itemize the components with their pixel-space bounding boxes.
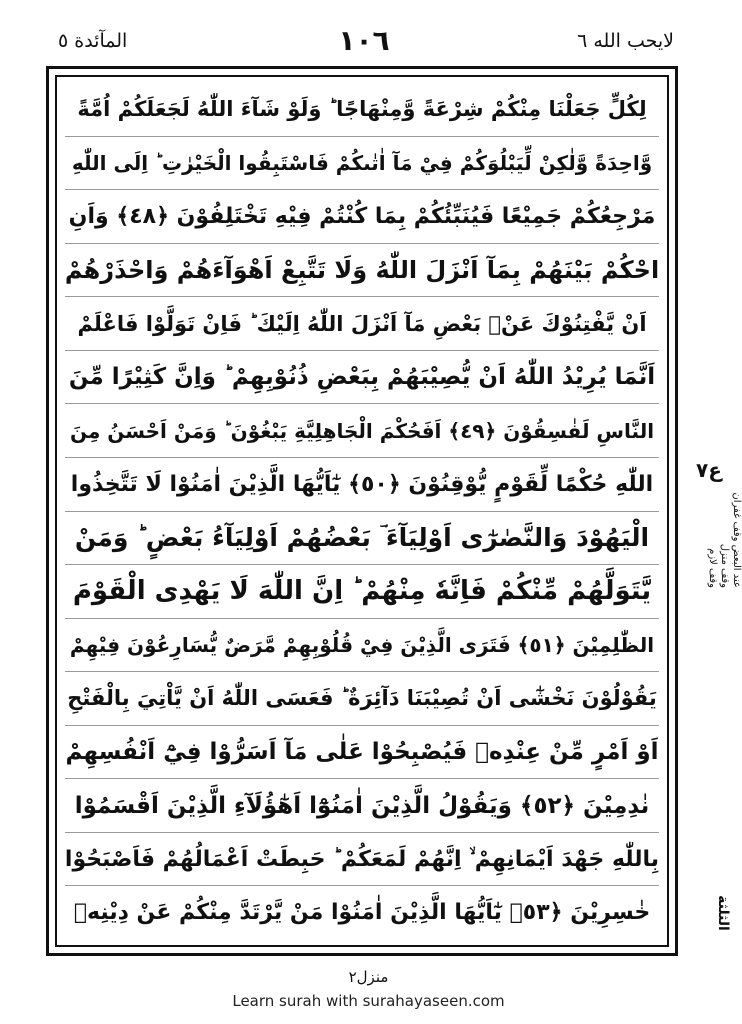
quarter-mark: الثلثة: [715, 895, 731, 931]
text-frame: [46, 66, 678, 956]
ruku-mark: ع٧: [696, 458, 722, 482]
page-number: ١٠٦: [338, 24, 390, 57]
margin-notes: [688, 458, 742, 588]
verse-line-7: النَّاسِ لَفٰسِقُوْنَ ﴿٤٩﴾ اَفَحُكْمَ الْجَاهِلِيَّةِ يَبْغُوْنَ ؕ وَمَنْ اَحْسَنُ مِنَ: [65, 404, 659, 458]
manzil-label: منزل٢: [348, 968, 389, 986]
verse-line-15: بِاللّٰهِ جَهْدَ اَيْمَانِهِمْ ۙ اِنَّهُمْ لَمَعَكُمْ ؕ حَبِطَتْ اَعْمَالُهُمْ فَاَصْبَحُوْا: [65, 833, 659, 887]
verse-line-13: اَوْ اَمْرٍ مِّنْ عِنْدِهٖ فَيُصْبِحُوْا عَلٰى مَآ اَسَرُّوْا فِيْٓ اَنْفُسِهِمْ: [65, 726, 659, 780]
verse-line-3: مَرْجِعُكُمْ جَمِيْعًا فَيُنَبِّئُكُمْ بِمَا كُنْتُمْ فِيْهِ تَخْتَلِفُوْنَ ﴿٤٨﴾ وَاَنِ: [65, 190, 659, 244]
verse-line-6: اَنَّمَا يُرِيْدُ اللّٰهُ اَنْ يُّصِيْبَهُمْ بِبَعْضِ ذُنُوْبِهِمْ ؕ وَاِنَّ كَثِيْرًا مِّنَ: [65, 351, 659, 405]
margin-note-1: وقف لازم: [707, 548, 718, 588]
page-header: [44, 22, 684, 62]
verse-line-10: يَّتَوَلَّهُمْ مِّنْكُمْ فَاِنَّهٗ مِنْهُمْ ؕ اِنَّ اللّٰهَ لَا يَهْدِى الْقَوْمَ: [65, 565, 659, 619]
verse-line-9: الْيَهُوْدَ وَالنَّصٰرٰٓى اَوْلِيَآءَ ؔ بَعْضُهُمْ اَوْلِيَآءُ بَعْضٍ ؕ وَمَنْ: [65, 512, 659, 566]
verse-line-1: لِكُلٍّ جَعَلْنَا مِنْكُمْ شِرْعَةً وَّمِنْهَاجًا ؕ وَلَوْ شَآءَ اللّٰهُ لَجَعَلَكُمْ اُمَّةً: [65, 83, 659, 137]
verse-lines: [65, 83, 659, 939]
juz-name: لايحب الله ٦: [577, 30, 674, 52]
verse-line-11: الظّٰلِمِيْنَ ﴿٥١﴾ فَتَرَى الَّذِيْنَ فِيْ قُلُوْبِهِمْ مَّرَضٌ يُّسَارِعُوْنَ فِيْهِمْ: [65, 619, 659, 673]
text-frame-inner: [55, 75, 669, 947]
surah-name: المآئدة ٥: [58, 30, 128, 52]
verse-line-8: اللّٰهِ حُكْمًا لِّقَوْمٍ يُّوْقِنُوْنَ ﴿٥٠﴾ يٰٓاَيُّهَا الَّذِيْنَ اٰمَنُوْا لَا تَتَّخِذُوا: [65, 458, 659, 512]
website-footer: Learn surah with surahayaseen.com: [232, 992, 505, 1010]
verse-line-2: وَّاحِدَةً وَّلٰكِنْ لِّيَبْلُوَكُمْ فِيْ مَآ اٰتٰىكُمْ فَاسْتَبِقُوا الْخَيْرٰتِ ؕ اِلَى اللّٰهِ: [65, 137, 659, 191]
margin-note-2: وقف منزل: [719, 543, 730, 588]
verse-line-4: احْكُمْ بَيْنَهُمْ بِمَآ اَنْزَلَ اللّٰهُ وَلَا تَتَّبِعْ اَهْوَآءَهُمْ وَاحْذَرْهُمْ: [65, 244, 659, 298]
verse-line-5: اَنْ يَّفْتِنُوْكَ عَنْۢ بَعْضِ مَآ اَنْزَلَ اللّٰهُ اِلَيْكَ ؕ فَاِنْ تَوَلَّوْا فَاعْلَمْ: [65, 297, 659, 351]
verse-line-12: يَقُوْلُوْنَ نَخْشٰٓى اَنْ تُصِيْبَنَا دَآئِرَةٌ ؕ فَعَسَى اللّٰهُ اَنْ يَّاْتِيَ بِالْفَتْحِ: [65, 672, 659, 726]
margin-note-3: عند البعض وقف غفران: [731, 492, 742, 588]
verse-line-14: نٰدِمِيْنَ ﴿٥٢﴾ وَيَقُوْلُ الَّذِيْنَ اٰمَنُوْٓا اَهٰٓؤُلَآءِ الَّذِيْنَ اَقْسَمُوْا: [65, 779, 659, 833]
verse-line-16: خٰسِرِيْنَ ﴿٥٣﴾ يٰٓاَيُّهَا الَّذِيْنَ اٰمَنُوْا مَنْ يَّرْتَدَّ مِنْكُمْ عَنْ دِيْنِهٖ: [73, 900, 651, 926]
